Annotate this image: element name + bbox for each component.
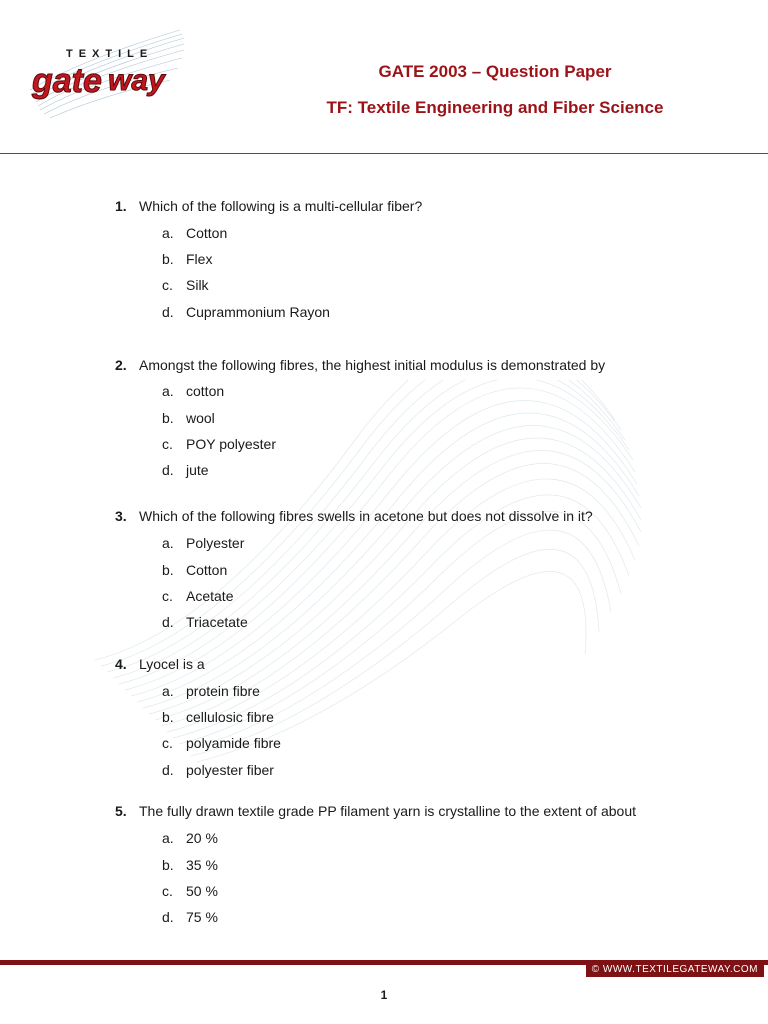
option-text: 20 % [186,830,218,846]
question-text: Lyocel is a [139,656,205,672]
option-letter: c. [162,588,173,604]
option-text: polyamide fibre [186,735,281,751]
option-text: 35 % [186,857,218,873]
option-text: 75 % [186,909,218,925]
option-letter: b. [162,857,174,873]
option-letter: d. [162,614,174,630]
svg-text:way: way [108,64,165,97]
option-letter: a. [162,535,174,551]
option-letter: a. [162,830,174,846]
question-text: Which of the following is a multi-cellular fiber? [139,198,423,214]
option-letter: a. [162,683,174,699]
page-number: 1 [380,988,388,1002]
option-letter: c. [162,883,173,899]
watermark-wave-graphic [95,380,655,780]
question-text: The fully drawn textile grade PP filament yarn is crystalline to the extent of about [139,803,636,819]
option-letter: c. [162,277,173,293]
option-text: Silk [186,277,209,293]
option-text: Cuprammonium Rayon [186,304,330,320]
option-text: Cotton [186,225,228,241]
option-text: Flex [186,251,213,267]
svg-text:TEXTILE: TEXTILE [66,48,154,60]
option-text: cotton [186,383,225,399]
option-letter: b. [162,709,174,725]
question-text: Which of the following fibres swells in acetone but does not dissolve in it? [139,508,593,524]
document-subtitle: TF: Textile Engineering and Fiber Science [326,98,664,117]
question-text: Amongst the following fibres, the highest initial modulus is demonstrated by [139,357,606,373]
question-number: 4. [115,656,127,672]
header-divider [0,153,768,154]
option-letter: b. [162,251,174,267]
option-letter: d. [162,462,174,478]
option-letter: b. [162,410,174,426]
option-text: Acetate [186,588,234,604]
question-number: 1. [115,198,127,214]
option-text: polyester fiber [186,762,274,778]
option-letter: d. [162,304,174,320]
option-text: POY polyester [186,436,277,452]
option-text: Polyester [186,535,245,551]
textile-gateway-logo [20,20,190,128]
option-letter: c. [162,436,173,452]
option-text: protein fibre [186,683,260,699]
question-number: 2. [115,357,127,373]
option-text: jute [186,462,209,478]
svg-text:gate: gate [32,62,102,100]
footer-website-link[interactable]: © WWW.TEXTILEGATEWAY.COM [586,962,764,977]
option-letter: d. [162,909,174,925]
option-letter: d. [162,762,174,778]
document-title: GATE 2003 – Question Paper [378,62,612,81]
option-text: wool [186,410,215,426]
option-letter: c. [162,735,173,751]
option-letter: a. [162,383,174,399]
option-text: 50 % [186,883,218,899]
option-letter: b. [162,562,174,578]
question-number: 3. [115,508,127,524]
option-text: cellulosic fibre [186,709,274,725]
option-text: Cotton [186,562,228,578]
question-number: 5. [115,803,127,819]
option-letter: a. [162,225,174,241]
option-text: Triacetate [186,614,248,630]
